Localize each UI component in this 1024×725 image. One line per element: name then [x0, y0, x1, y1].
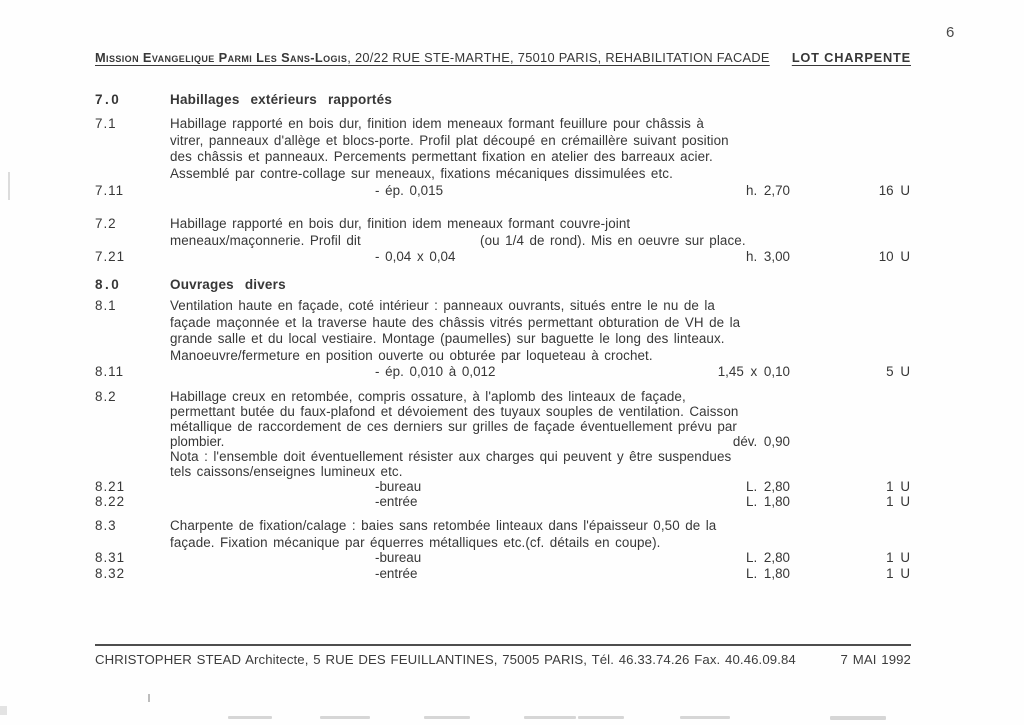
- scan-artifact: [228, 716, 272, 719]
- scan-artifact: [8, 172, 10, 200]
- item-row-7-21: [95, 249, 910, 265]
- section-8-0-heading: [95, 277, 910, 292]
- item-description: [170, 449, 910, 479]
- item-row-8-32: [95, 566, 910, 582]
- description-line: Charpente de fixation/calage : baies sans retombée linteaux dans l'épaisseur 0,50 de la: [170, 518, 717, 533]
- item-dimension: L. 1,80: [746, 566, 790, 581]
- section-number: 8.0: [95, 277, 122, 292]
- item-8-2-plombier-line: [95, 434, 910, 449]
- item-spec: - ép. 0,010 à 0,012: [375, 364, 496, 379]
- scan-artifact: [424, 716, 470, 719]
- item-row-8-22: [95, 494, 910, 510]
- description-line: Ventilation haute en façade, coté intérieur : panneaux ouvrants, situés entre le nu de la: [170, 298, 715, 313]
- item-spec: - 0,04 x 0,04: [375, 249, 456, 264]
- item-quantity: 10 U: [878, 249, 910, 264]
- item-quantity: 5 U: [886, 364, 910, 379]
- description-line: Habillage rapporté en bois dur, finition idem meneaux formant feuillure pour châssis à: [170, 116, 704, 131]
- spacer: [95, 434, 170, 449]
- item-number: 8.22: [95, 494, 126, 509]
- document-header: [95, 50, 911, 65]
- description-line: tels caissons/enseignes lumineux etc.: [170, 464, 403, 479]
- item-number: 8.2: [95, 389, 117, 404]
- item-quantity: 16 U: [878, 183, 910, 198]
- item-dimension: h. 2,70: [746, 183, 790, 198]
- description-line: des châssis et panneaux. Percements permettant fixation en atelier des barreaux acier.: [170, 149, 713, 164]
- item-number: 8.3: [95, 518, 117, 533]
- document-footer: [95, 644, 911, 667]
- item-row-8-21: [95, 479, 910, 495]
- item-8-2-nota: [95, 449, 910, 479]
- item-quantity: 1 U: [886, 494, 910, 509]
- scan-artifact: [830, 716, 886, 720]
- scan-artifact: [148, 694, 150, 702]
- scan-artifact: [578, 716, 624, 719]
- item-quantity: 1 U: [886, 566, 910, 581]
- item-spec: -entrée: [375, 566, 418, 581]
- description-line: plombier.: [170, 434, 225, 449]
- description-line: façade. Fixation mécanique par équerres métalliques etc.(cf. détails en coupe).: [170, 534, 661, 550]
- item-8-3: [95, 518, 910, 551]
- item-spec: -bureau: [375, 479, 422, 494]
- description-line: permettant butée du faux-plafond et dévoiement des tuyaux souples de ventilation. Caisson: [170, 404, 739, 419]
- scan-artifact: [0, 706, 7, 715]
- description-line: meneaux/maçonnerie. Profil dit (ou 1/4 de rond). Mis en oeuvre sur place.: [170, 232, 746, 248]
- item-number: 8.21: [95, 479, 126, 494]
- section-number: 7.0: [95, 92, 122, 107]
- item-row-8-11: [95, 364, 910, 380]
- item-quantity: 1 U: [886, 550, 910, 565]
- section-title: Habillages extérieurs rapportés: [170, 92, 393, 107]
- header-address: , 20/22 RUE STE-MARTHE, 75010 PARIS, REHABILITATION FACADE: [347, 50, 770, 65]
- item-description: [170, 116, 910, 182]
- item-number: 7.11: [95, 183, 125, 198]
- spacer: [790, 434, 910, 449]
- footer-architect-info: CHRISTOPHER STEAD Architecte, 5 RUE DES FEUILLANTINES, 75005 PARIS, Tél. 46.33.74.26 Fax. 40.46.09.84: [95, 652, 796, 667]
- scan-artifact: [680, 716, 730, 719]
- item-dimension: 1,45 x 0,10: [717, 364, 790, 379]
- item-description: [170, 298, 910, 364]
- item-number: 8.32: [95, 566, 126, 581]
- header-lot-label: LOT CHARPENTE: [791, 50, 911, 65]
- header-title: [95, 50, 770, 65]
- item-dimension: L. 2,80: [746, 550, 790, 565]
- item-dimension: L. 1,80: [746, 494, 790, 509]
- header-project-name: Mission Evangelique Parmi Les Sans-Logis: [95, 50, 348, 65]
- description-line: Assemblé par contre-collage sur meneaux, fixations mécaniques dissimulées etc.: [170, 165, 673, 181]
- item-spec: -entrée: [375, 494, 418, 509]
- item-number: 7.21: [95, 249, 126, 264]
- footer-date: 7 MAI 1992: [840, 652, 911, 667]
- item-number: 8.1: [95, 298, 117, 313]
- scan-artifact: [320, 716, 370, 719]
- description-line: Habillage rapporté en bois dur, finition idem meneaux formant couvre-joint: [170, 216, 631, 231]
- item-7-2: [95, 216, 910, 249]
- item-8-1: [95, 298, 910, 364]
- description-line: grande salle et du local vestiaire. Montage (paumelles) sur baguette le long des linteaux.: [170, 331, 725, 346]
- item-number: 7.2: [95, 216, 117, 231]
- item-spec: - ép. 0,015: [375, 183, 444, 198]
- item-8-2: [95, 389, 910, 434]
- description-line: métallique de raccordement de ces derniers sur grilles de façade éventuellement prévu par: [170, 419, 737, 434]
- description-line: Nota : l'ensemble doit éventuellement résister aux charges qui peuvent y être suspendues: [170, 449, 732, 464]
- section-title: Ouvrages divers: [170, 277, 286, 292]
- item-description: [170, 518, 910, 551]
- item-dimension: dév. 0,90: [732, 434, 790, 449]
- item-description: [170, 389, 910, 434]
- spacer: [95, 449, 170, 479]
- item-spec: -bureau: [375, 550, 422, 565]
- scan-artifact: [524, 716, 576, 719]
- item-description: [170, 216, 910, 249]
- item-dimension: h. 3,00: [746, 249, 790, 264]
- item-row-8-31: [95, 550, 910, 566]
- section-7-0-heading: [95, 92, 910, 107]
- item-number: 7.1: [95, 116, 117, 131]
- description-line: façade maçonnée et la traverse haute des châssis vitrés permettant obturation de VH de la: [170, 314, 741, 330]
- item-quantity: 1 U: [886, 479, 910, 494]
- item-number: 8.31: [95, 550, 126, 565]
- description-line: vitrer, panneaux d'allège et blocs-porte. Profil plat découpé en crémaillère suivant position: [170, 132, 729, 148]
- item-row-7-11: [95, 183, 910, 199]
- page-number: 6: [946, 24, 956, 41]
- description-line: Habillage creux en retombée, compris ossature, à l'aplomb des linteaux de façade,: [170, 389, 686, 404]
- item-number: 8.11: [95, 364, 125, 379]
- item-dimension: L. 2,80: [746, 479, 790, 494]
- description-line: Manoeuvre/fermeture en position ouverte ou obturée par loqueteau à crochet.: [170, 347, 653, 363]
- item-7-1: [95, 116, 910, 182]
